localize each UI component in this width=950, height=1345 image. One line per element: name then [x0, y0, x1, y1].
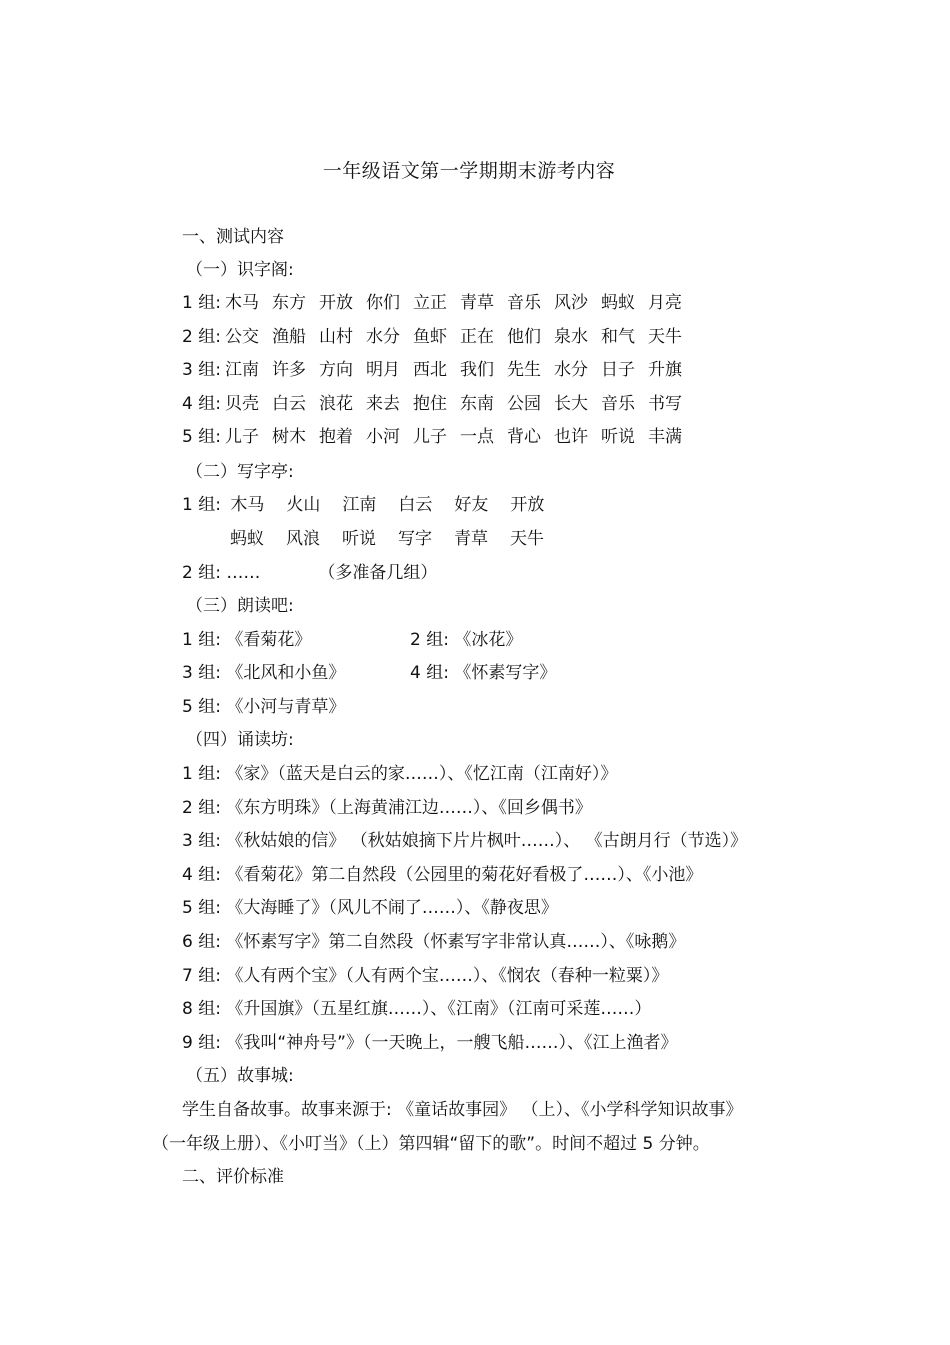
vocab-word: 音乐: [506, 293, 541, 313]
vocab-word: 长大: [553, 393, 588, 414]
vocab-word: 江南: [224, 360, 259, 381]
vocab-word: 贝壳: [224, 393, 259, 414]
vocab-word: 书写: [647, 393, 682, 414]
vocab-word: 一点: [459, 427, 494, 448]
vocab-word: 公园: [506, 393, 541, 414]
vocab-word: 我们: [459, 360, 494, 381]
writing-word: 好友: [454, 495, 489, 515]
xiezi-group-1-row-2: [230, 528, 566, 550]
xiezi-row-2: [230, 529, 566, 549]
writing-word: 白云: [398, 495, 433, 515]
vocab-word: 和气: [600, 326, 635, 347]
vocab-word: 许多: [271, 360, 306, 381]
songdu-group-2: 2 组: 《东方明珠》（上海黄浦江边……）、《回乡偶书》: [182, 797, 592, 818]
vocab-word: 他们: [506, 326, 541, 347]
vocab-word: 木马: [224, 293, 259, 313]
shizi-group-4: [182, 393, 695, 415]
langdu-row-3: [182, 696, 345, 718]
vocab-word: 泉水: [553, 326, 588, 347]
vocab-word: 渔船: [271, 326, 306, 347]
vocab-word: 日子: [600, 360, 635, 381]
xiezi-group-1: [182, 494, 566, 516]
vocab-word: 月亮: [647, 293, 682, 313]
shizi-group-1: [182, 292, 695, 314]
langdu-item: 4 组: 《怀素写字》: [410, 663, 557, 683]
writing-word: 木马: [230, 495, 265, 515]
xiezi-row-1: [230, 495, 566, 515]
langdu-item: 2 组: 《冰花》: [410, 630, 523, 650]
group-label: 2 组:: [182, 326, 221, 347]
langdu-row-1: [182, 629, 782, 651]
vocab-word: 西北: [412, 360, 447, 381]
section-heading-test-content: 一、测试内容: [182, 227, 284, 247]
vocab-word: 蚂蚁: [600, 293, 635, 313]
section-heading-evaluation: 二、评价标准: [182, 1167, 284, 1187]
subsection-heading-xiezi: （二）写字亭:: [186, 462, 294, 482]
songdu-group-1: 1 组: 《家》（蓝天是白云的家……）、《忆江南（江南好）》: [182, 764, 618, 784]
vocab-word: 抱住: [412, 393, 447, 414]
vocab-word: 升旗: [647, 360, 682, 381]
vocab-word: 浪花: [318, 393, 353, 414]
langdu-row-2: [182, 662, 782, 684]
songdu-group-4: 4 组: 《看菊花》第二自然段（公园里的菊花好看极了……）、《小池》: [182, 864, 703, 885]
songdu-group-6: 6 组: 《怀素写字》第二自然段（怀素写字非常认真……）、《咏鹅》: [182, 932, 686, 952]
shizi-group-3: [182, 359, 695, 381]
vocab-word: 听说: [600, 427, 635, 448]
vocab-word: 鱼虾: [412, 326, 447, 347]
songdu-group-5: 5 组: 《大海睡了》（风儿不闹了……）、《静夜思》: [182, 898, 558, 919]
group-note: （多准备几组）: [318, 563, 438, 583]
vocab-word: 方向: [318, 360, 353, 381]
writing-word: 火山: [286, 495, 321, 515]
gushi-paragraph-line-1: 学生自备故事。故事来源于: 《童话故事园》 （上）、《小学科学知识故事》: [182, 1100, 743, 1120]
vocab-word: 青草: [459, 293, 494, 313]
writing-word: 青草: [454, 529, 488, 549]
vocab-word: 明月: [365, 360, 400, 381]
group-label: 1 组:: [182, 495, 221, 515]
vocab-word: 公交: [224, 326, 259, 347]
subsection-heading-langdu: （三）朗读吧:: [186, 596, 294, 616]
vocab-word: 白云: [271, 393, 306, 414]
writing-word: 风浪: [286, 529, 320, 549]
vocab-word: 风沙: [553, 293, 588, 313]
vocab-word: 儿子: [224, 427, 259, 448]
vocab-word: 水分: [365, 326, 400, 347]
group-label: 5 组:: [182, 427, 221, 448]
vocab-word: 背心: [506, 427, 541, 448]
vocab-word: 丰满: [647, 427, 682, 448]
vocab-word: 来去: [365, 393, 400, 414]
gushi-paragraph-line-2: （一年级上册）、《小叮当》（上）第四辑“留下的歌”。时间不超过 5 分钟。: [152, 1134, 710, 1154]
writing-word: 听说: [342, 529, 376, 549]
vocab-word: 也许: [553, 427, 588, 448]
vocab-word: 小河: [365, 427, 400, 448]
writing-word: 蚂蚁: [230, 529, 264, 549]
page-title: 一年级语文第一学期期末游考内容: [322, 160, 616, 182]
xiezi-group-2: [182, 562, 437, 584]
vocab-word: 立正: [412, 293, 447, 313]
group-label: 3 组:: [182, 360, 221, 381]
vocab-word: 水分: [553, 360, 588, 381]
vocab-word: 东方: [271, 293, 306, 313]
vocab-word: 树木: [271, 427, 306, 448]
writing-word: 天牛: [510, 529, 544, 549]
vocab-word: 你们: [365, 293, 400, 313]
ellipsis-text: ……: [226, 563, 261, 583]
vocab-word: 音乐: [600, 393, 635, 414]
subsection-heading-gushi: （五）故事城:: [186, 1066, 294, 1086]
vocab-word: 儿子: [412, 427, 447, 448]
vocab-word: 山村: [318, 326, 353, 347]
langdu-item: 1 组: 《看菊花》: [182, 630, 312, 650]
langdu-item: 3 组: 《北风和小鱼》: [182, 663, 346, 683]
songdu-group-8: 8 组: 《升国旗》（五星红旗……）、《江南》（江南可采莲……）: [182, 999, 652, 1020]
vocab-word: 抱着: [318, 427, 353, 448]
subsection-heading-songdu: （四）诵读坊:: [186, 730, 294, 750]
vocab-word: 开放: [318, 293, 353, 313]
vocab-word: 正在: [459, 326, 494, 347]
shizi-group-5: [182, 426, 695, 448]
writing-word: 写字: [398, 529, 432, 549]
langdu-item: 5 组: 《小河与青草》: [182, 697, 346, 717]
subsection-heading-shizi: （一）识字阁:: [186, 260, 294, 280]
shizi-group-2: [182, 326, 695, 348]
vocab-word: 东南: [459, 393, 494, 414]
songdu-group-3: 3 组: 《秋姑娘的信》 （秋姑娘摘下片片枫叶……）、 《古朗月行（节选）》: [182, 831, 748, 852]
writing-word: 江南: [342, 495, 377, 515]
vocab-word: 先生: [506, 360, 541, 381]
writing-word: 开放: [510, 495, 545, 515]
songdu-group-7: 7 组: 《人有两个宝》（人有两个宝……）、《悯农（春种一粒粟）》: [182, 965, 669, 986]
vocab-word: 天牛: [647, 326, 682, 347]
group-label: 1 组:: [182, 293, 221, 313]
group-label: 2 组:: [182, 563, 221, 583]
songdu-group-9: 9 组: 《我叫“神舟号”》（一天晚上，一艘飞船……）、《江上渔者》: [182, 1032, 678, 1053]
group-label: 4 组:: [182, 393, 221, 414]
